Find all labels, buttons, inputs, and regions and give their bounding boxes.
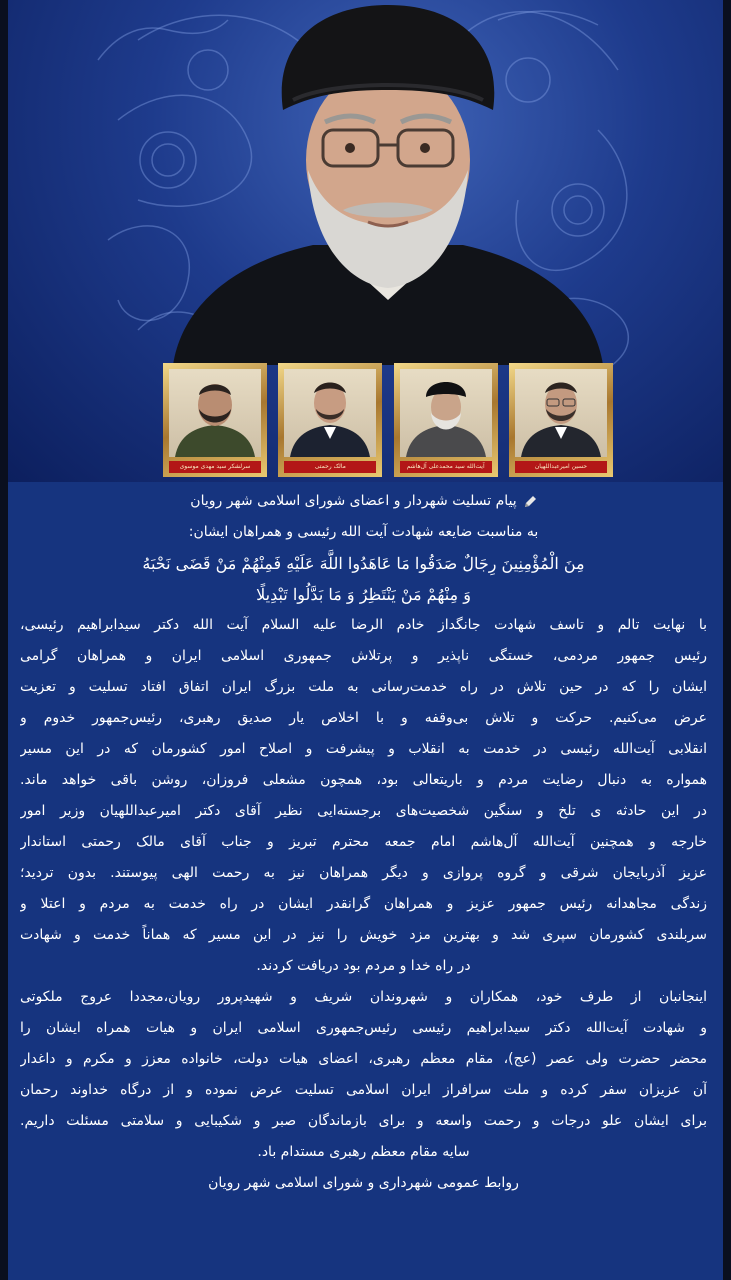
paragraph-line: سربلندی کشورمان سپری شد و بهترین مزد خویش را نیز در این مسیر که هماناً خدمت و شهادت — [20, 927, 707, 943]
paragraph-line: زندگی مجاهدانه رئیس جمهور عزیز و همراهان گرانقدر ایشان در راه خدمت به مردم و اعتلا و — [20, 896, 707, 912]
header-banner — [8, 0, 723, 482]
message-paragraph-1 — [20, 610, 707, 982]
pen-icon — [523, 495, 537, 509]
message-signature: روابط عمومی شهرداری و شورای اسلامی شهر رویان — [208, 1175, 519, 1191]
paragraph-line: و شهادت آیت‌الله دکتر سیدابراهیم رئیسی رئیس‌جمهوری اسلامی ایران و هیات همراه ایشان را — [20, 1020, 707, 1036]
paragraph-line: در این حادثه ی تلخ و سنگین شخصیت‌های برجسته‌ایی نظیر آقای دکتر امیرعبداللهیان وزیر امور — [20, 803, 707, 819]
memorial-frame — [394, 363, 498, 477]
memorial-caption: آیت‌الله سید محمدعلی آل‌هاشم — [400, 461, 492, 473]
memorial-frame — [509, 363, 613, 477]
memorial-photo — [400, 369, 492, 457]
main-portrait — [163, 0, 613, 365]
memorial-frames — [163, 363, 613, 481]
quran-verse-line: وَ مِنْهُمْ مَنْ یَنْتَظِرُ وَ مَا بَدَّلُوا تَبْدِیلًا — [256, 585, 471, 604]
paragraph-line: با نهایت تالم و تاسف شهادت جانگداز خادم الرضا علیه السلام آیت الله دکتر سیدابراهیم رئیسی، — [20, 617, 707, 633]
memorial-caption: مالک رحمتی — [284, 461, 376, 473]
paragraph-line: انقلابی آیت‌الله رئیسی در خدمت به انقلاب و پیشرفت و اصلاح امور کشورمان که در این مسیر — [20, 741, 707, 757]
paragraph-line: محضر حضرت ولی عصر (عج)، مقام معظم رهبری، اعضای هیات دولت، خانواده معزز و مکرم و داغدار — [20, 1051, 707, 1067]
paragraph-line: خارجه و همچنین آیت‌الله آل‌هاشم امام جمعه محترم تبریز و جناب آقای مالک رحمتی استاندار — [20, 834, 707, 850]
message-title-row — [20, 486, 707, 517]
message-title: پیام تسلیت شهردار و اعضای شورای اسلامی شهر رویان — [190, 493, 517, 509]
memorial-photo — [284, 369, 376, 457]
paragraph-line: سایه مقام معظم رهبری مستدام باد. — [257, 1144, 470, 1160]
paragraph-line: آن عزیزان سفر کرده و ملت سرافراز ایران اسلامی تسلیت عرض نموده و از درگاه خداوند رحمان — [20, 1082, 707, 1098]
right-border — [723, 0, 731, 1280]
paragraph-line: اینجانبان از طرف خود، همکاران و شهروندان شریف و شهیدپرور رویان،مجددا عروج ملکوتی — [20, 989, 707, 1005]
paragraph-line: همواره به دنبال رضایت مردم و باریتعالی بود، همچون مشعلی فروزان، روشن باقی خواهد ماند. — [20, 772, 707, 788]
message-subtitle: به مناسبت ضایعه شهادت آیت الله رئیسی و همراهان ایشان: — [188, 524, 539, 540]
quran-verse-line: مِنَ الْمُؤْمِنِینَ رِجَالٌ صَدَقُوا مَا عَاهَدُوا اللَّهَ عَلَیْهِ فَمِنْهُمْ مَنْ قَضَى نَحْبَهُ — [142, 554, 585, 573]
paragraph-line: عرض می‌کنیم. حرکت و تلاش بی‌وقفه و با اخلاص یار صدیق رهبری، رئیس‌جمهور خدوم و — [20, 710, 707, 726]
memorial-frame — [163, 363, 267, 477]
paragraph-line: برای ایشان علو درجات و رحمت واسعه و برای بازماندگان صبر و شکیبایی و سلامتی مسئلت داریم. — [20, 1113, 707, 1129]
paragraph-line: عزیز آذربایجان شرقی و گروه پروازی و دیگر همراهان نیز به رحمت الهی پیوستند. بدون تردید؛ — [20, 865, 707, 881]
condolence-message — [8, 482, 723, 1280]
paragraph-line: رئیس جمهور مردمی، خستگی ناپذیر و پرتلاش جمهوری اسلامی ایران و همراهان گرامی — [20, 648, 707, 664]
left-border — [0, 0, 8, 1280]
memorial-caption: سرلشکر سید مهدی موسوی — [169, 461, 261, 473]
paragraph-line: ایشان را که در حین تلاش در راه خدمت‌رسانی به ملت بزرگ ایران اتفاق افتاد تسلیت و تعزیت — [20, 679, 707, 695]
memorial-frame — [278, 363, 382, 477]
memorial-photo — [169, 369, 261, 457]
memorial-caption: حسین امیرعبداللهیان — [515, 461, 607, 473]
paragraph-line: در راه خدا و مردم بود دریافت کردند. — [256, 958, 471, 974]
memorial-photo — [515, 369, 607, 457]
message-paragraph-2 — [20, 982, 707, 1168]
